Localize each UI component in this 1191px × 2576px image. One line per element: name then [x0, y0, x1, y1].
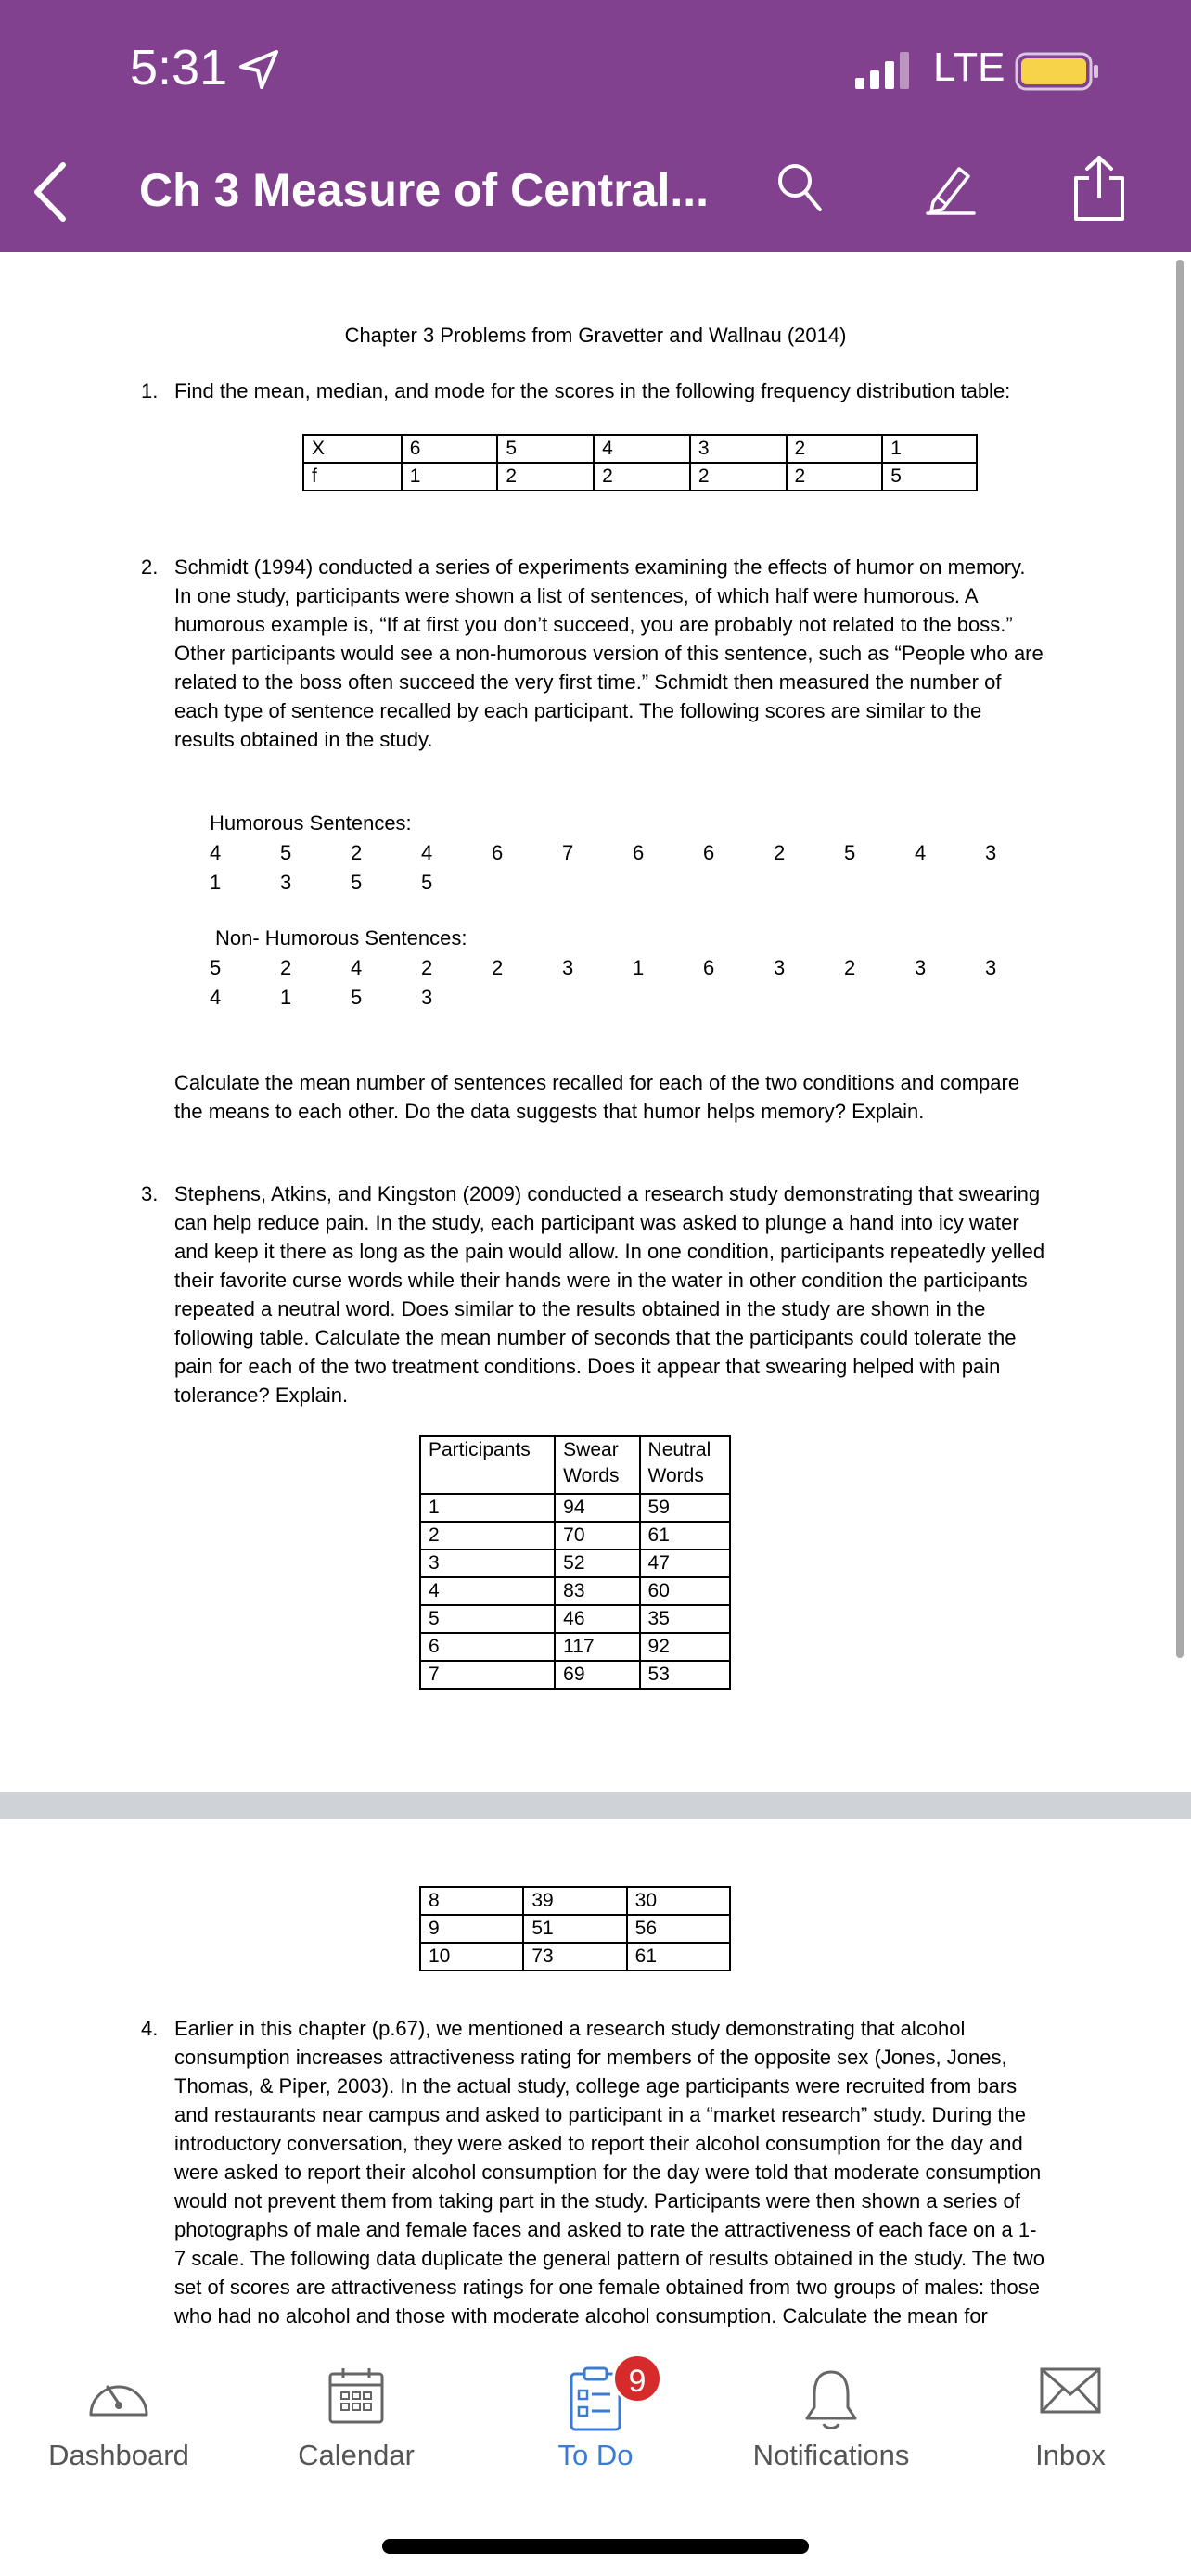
frequency-table	[302, 434, 978, 491]
tab-notifications[interactable]	[738, 2339, 924, 2487]
question-2	[141, 553, 1046, 754]
table-cell: 2	[787, 435, 883, 463]
table-row	[420, 1661, 730, 1689]
tab-dashboard[interactable]	[26, 2339, 211, 2487]
table-cell: 4	[594, 435, 690, 463]
table-row	[420, 1577, 730, 1605]
table-row	[420, 1549, 730, 1577]
score-value: 3	[774, 956, 786, 979]
question-text: Find the mean, median, and mode for the scores in the following frequency distribution table:	[174, 379, 1011, 402]
score-value: 4	[210, 986, 222, 1009]
humorous-label: Humorous Sentences:	[210, 811, 412, 835]
score-value: 5	[351, 986, 363, 1009]
tab-label: Inbox	[1035, 2439, 1106, 2471]
document-title: Ch 3 Measure of Central...	[139, 164, 710, 216]
score-value: 3	[562, 956, 574, 979]
question-2-followup: Calculate the mean number of sentences recalled for each of the two conditions and compare the means to each other. Do the data suggests that humor helps memory? Explain.	[174, 1071, 1020, 1123]
table-cell: 30	[627, 1887, 730, 1915]
question-number: 4.	[141, 2017, 159, 2040]
table-cell: 39	[523, 1887, 626, 1915]
signal-icon	[855, 52, 913, 89]
table-cell: 83	[555, 1577, 639, 1605]
table-cell: 73	[523, 1943, 626, 1970]
table-cell: 3	[420, 1549, 555, 1577]
doc-heading: Chapter 3 Problems from Gravetter and Wallnau (2014)	[344, 324, 847, 347]
question-text: Stephens, Atkins, and Kingston (2009) conducted a research study demonstrating that swearing can help reduce pain. In the study, each participant was asked to plunge a hand into icy water and keep it there as long as the pain would allow. In one condition, participants repeatedly yelled their favorite curse words while their hands were in the water in other condition the participants repeated a neutral word. Does similar to the results obtained in the study are shown in the following table. Calculate the mean number of seconds that the participants could tolerate the pain for each of the two treatment conditions. Does it appear that swearing helped with pain tolerance? Explain.	[174, 1182, 1045, 1407]
search-icon[interactable]	[775, 161, 824, 213]
table-cell: 10	[420, 1943, 523, 1970]
score-value: 1	[210, 871, 222, 894]
envelope-icon	[1039, 2366, 1102, 2415]
score-value: 5	[844, 841, 856, 864]
table-cell: 1	[420, 1494, 555, 1522]
home-indicator	[382, 2539, 809, 2554]
table-cell: 61	[640, 1522, 730, 1549]
table-cell: 7	[420, 1661, 555, 1689]
table-cell: 2	[420, 1522, 555, 1549]
scrollbar[interactable]	[1176, 260, 1184, 1658]
top-bar	[0, 0, 1191, 252]
column-header: Swear Words	[555, 1436, 639, 1494]
score-value: 1	[633, 956, 645, 979]
table-cell: 6	[402, 435, 498, 463]
table-cell: 61	[627, 1943, 730, 1970]
question-number: 3.	[141, 1182, 159, 1205]
todo-count-badge: 9	[612, 2353, 662, 2404]
question-text: Earlier in this chapter (p.67), we mentioned a research study demonstrating that alcohol consumption increases attractiveness rating for members of the opposite sex (Jones, Jones, Thomas, & Piper, 2003). In the actual study, college age participants were recruited from bars and restaurants near campus and asked to participant in a “market research” study. During the introductory conversation, they were asked to report their alcohol consumption for the day and were asked to report their alcohol consumption for the day were told that moderate consumption would not prevent them from taking part in the study. Participants were then shown a series of photographs of male and female faces and asked to rate the attractiveness of each face on a 1-7 scale. The following data duplicate the general pattern of results obtained in the study. The two set of scores are attractiveness ratings for one female obtained from two groups of males: those who had no alcohol and those with moderate alcohol consumption. Calculate the mean for	[174, 2017, 1045, 2327]
question-text: Schmidt (1994) conducted a series of experiments examining the effects of humor on memory. In one study, participants were shown a list of sentences, of which half were humorous. A humorous example is, “If at first you don’t succeed, you are probably not related to the boss.” Other participants would see a non-humorous version of this sentence, such as “People who are related to the boss often succeed the very first time.” Schmidt then measured the number of each type of sentence recalled by each participant. The following scores are similar to the results obtained in the study.	[174, 555, 1044, 751]
table-cell: 9	[420, 1915, 523, 1943]
pain-tolerance-table	[419, 1435, 731, 1690]
score-value: 5	[210, 956, 222, 979]
table-cell: 47	[640, 1549, 730, 1577]
share-icon[interactable]	[1069, 154, 1130, 223]
table-cell: 35	[640, 1605, 730, 1633]
score-value: 4	[915, 841, 927, 864]
tab-inbox[interactable]	[978, 2339, 1163, 2487]
dashboard-gauge-icon	[83, 2366, 154, 2422]
score-value: 2	[492, 956, 504, 979]
tab-label: Dashboard	[48, 2439, 189, 2471]
table-cell: 59	[640, 1494, 730, 1522]
question-number: 2.	[141, 555, 159, 579]
score-value: 2	[351, 841, 363, 864]
score-value: 3	[421, 986, 433, 1009]
back-chevron-icon[interactable]	[28, 159, 72, 224]
bell-icon	[801, 2366, 861, 2431]
table-cell: 4	[420, 1577, 555, 1605]
nonhumorous-label: Non- Humorous Sentences:	[215, 926, 467, 950]
table-row	[420, 1633, 730, 1661]
status-time: 5:31	[130, 40, 228, 96]
calendar-icon	[327, 2366, 386, 2426]
score-value: 6	[633, 841, 645, 864]
location-arrow-icon	[237, 48, 280, 91]
table-cell: 8	[420, 1887, 523, 1915]
column-header: Neutral Words	[640, 1436, 730, 1494]
table-row	[420, 1494, 730, 1522]
table-cell: 5	[420, 1605, 555, 1633]
table-cell: 117	[555, 1633, 639, 1661]
question-1	[141, 376, 1046, 405]
score-value: 4	[210, 841, 222, 864]
table-cell: 52	[555, 1549, 639, 1577]
score-value: 6	[703, 841, 715, 864]
table-cell: 5	[882, 463, 977, 491]
table-cell: 1	[402, 463, 498, 491]
question-3	[141, 1180, 1046, 1409]
score-value: 3	[280, 871, 292, 894]
score-value: 1	[280, 986, 292, 1009]
score-value: 2	[774, 841, 786, 864]
table-cell: 2	[787, 463, 883, 491]
table-cell: f	[303, 463, 402, 491]
table-row	[420, 1522, 730, 1549]
table-row	[420, 1915, 730, 1943]
battery-icon	[1015, 52, 1100, 91]
question-4	[141, 2014, 1046, 2330]
score-value: 5	[280, 841, 292, 864]
table-cell: 2	[594, 463, 690, 491]
pain-tolerance-table-continued	[419, 1886, 731, 1971]
tab-label: Calendar	[298, 2439, 415, 2471]
annotate-pen-icon[interactable]	[922, 159, 980, 217]
table-row	[303, 463, 977, 491]
score-value: 4	[421, 841, 433, 864]
table-cell: 51	[523, 1915, 626, 1943]
table-row	[420, 1605, 730, 1633]
score-value: 6	[703, 956, 715, 979]
table-cell: 70	[555, 1522, 639, 1549]
tab-label: To Do	[557, 2439, 634, 2471]
table-cell: 56	[627, 1915, 730, 1943]
document-page-1	[0, 252, 1191, 1792]
score-value: 3	[985, 841, 997, 864]
table-cell: 53	[640, 1661, 730, 1689]
score-value: 4	[351, 956, 363, 979]
table-cell: 5	[497, 435, 594, 463]
score-value: 6	[492, 841, 504, 864]
tab-calendar[interactable]	[263, 2339, 449, 2487]
score-value: 5	[351, 871, 363, 894]
column-header: Participants	[420, 1436, 555, 1494]
page-separator	[0, 1792, 1191, 1819]
table-row	[420, 1943, 730, 1970]
table-row	[303, 435, 977, 463]
table-cell: 6	[420, 1633, 555, 1661]
table-row	[420, 1887, 730, 1915]
score-value: 2	[844, 956, 856, 979]
document-page-2	[0, 1819, 1191, 2339]
score-value: 5	[421, 871, 433, 894]
score-value: 3	[985, 956, 997, 979]
tab-to-do[interactable]	[503, 2339, 688, 2487]
table-cell: X	[303, 435, 402, 463]
table-cell: 92	[640, 1633, 730, 1661]
table-cell: 69	[555, 1661, 639, 1689]
table-cell: 2	[690, 463, 787, 491]
network-type: LTE	[933, 45, 1005, 90]
score-value: 3	[915, 956, 927, 979]
table-cell: 1	[882, 435, 977, 463]
table-cell: 2	[497, 463, 594, 491]
table-cell: 60	[640, 1577, 730, 1605]
score-value: 2	[280, 956, 292, 979]
table-cell: 46	[555, 1605, 639, 1633]
score-value: 7	[562, 841, 574, 864]
table-cell: 94	[555, 1494, 639, 1522]
question-number: 1.	[141, 379, 159, 402]
table-cell: 3	[690, 435, 787, 463]
table-header-row	[420, 1436, 730, 1494]
tab-label: Notifications	[752, 2439, 910, 2471]
score-value: 2	[421, 956, 433, 979]
